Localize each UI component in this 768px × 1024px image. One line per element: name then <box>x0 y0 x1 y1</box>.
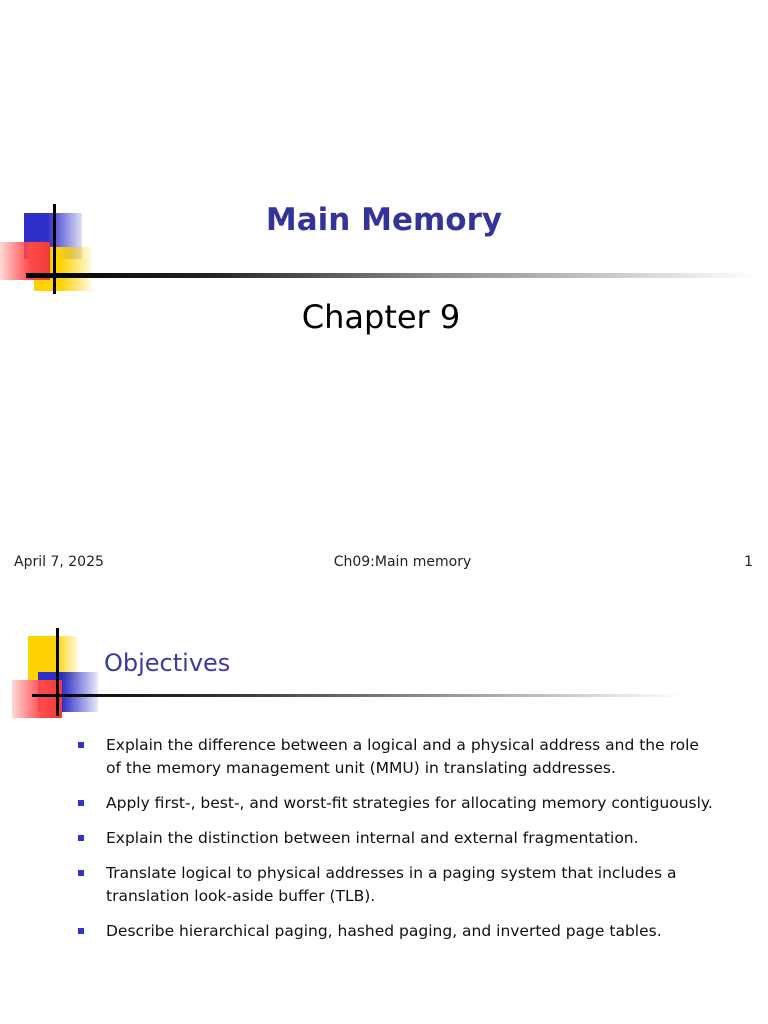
square-bullet-icon <box>78 928 84 934</box>
footer-page-number: 1 <box>744 554 753 570</box>
decorative-red-square <box>12 680 62 718</box>
objective-text: Translate logical to physical addresses in a paging system that includes a translation look-aside buffer (TLB). <box>106 864 677 905</box>
title-underline <box>26 273 756 278</box>
objectives-list <box>76 734 716 955</box>
square-bullet-icon <box>78 835 84 841</box>
title-underline <box>32 694 682 697</box>
slide-subtitle: Chapter 9 <box>301 298 461 336</box>
square-bullet-icon <box>78 800 84 806</box>
decorative-vertical-line <box>56 628 59 716</box>
objective-text: Apply first-, best-, and worst-fit strategies for allocating memory contiguously. <box>106 794 713 812</box>
list-item <box>76 862 716 908</box>
slide-title: Main Memory <box>265 202 503 238</box>
objective-text: Describe hierarchical paging, hashed paging, and inverted page tables. <box>106 922 662 940</box>
slide-2 <box>0 590 768 1024</box>
list-item <box>76 792 716 815</box>
list-item <box>76 827 716 850</box>
square-bullet-icon <box>78 870 84 876</box>
footer-chapter: Ch09:Main memory <box>333 554 472 570</box>
objective-text: Explain the distinction between internal and external fragmentation. <box>106 829 639 847</box>
list-item <box>76 920 716 943</box>
square-bullet-icon <box>78 742 84 748</box>
list-item <box>76 734 716 780</box>
footer-date: April 7, 2025 <box>14 554 104 570</box>
objective-text: Explain the difference between a logical and a physical address and the role of the memory management unit (MMU) in translating addresses. <box>106 736 699 777</box>
slide-title: Objectives <box>104 649 231 677</box>
